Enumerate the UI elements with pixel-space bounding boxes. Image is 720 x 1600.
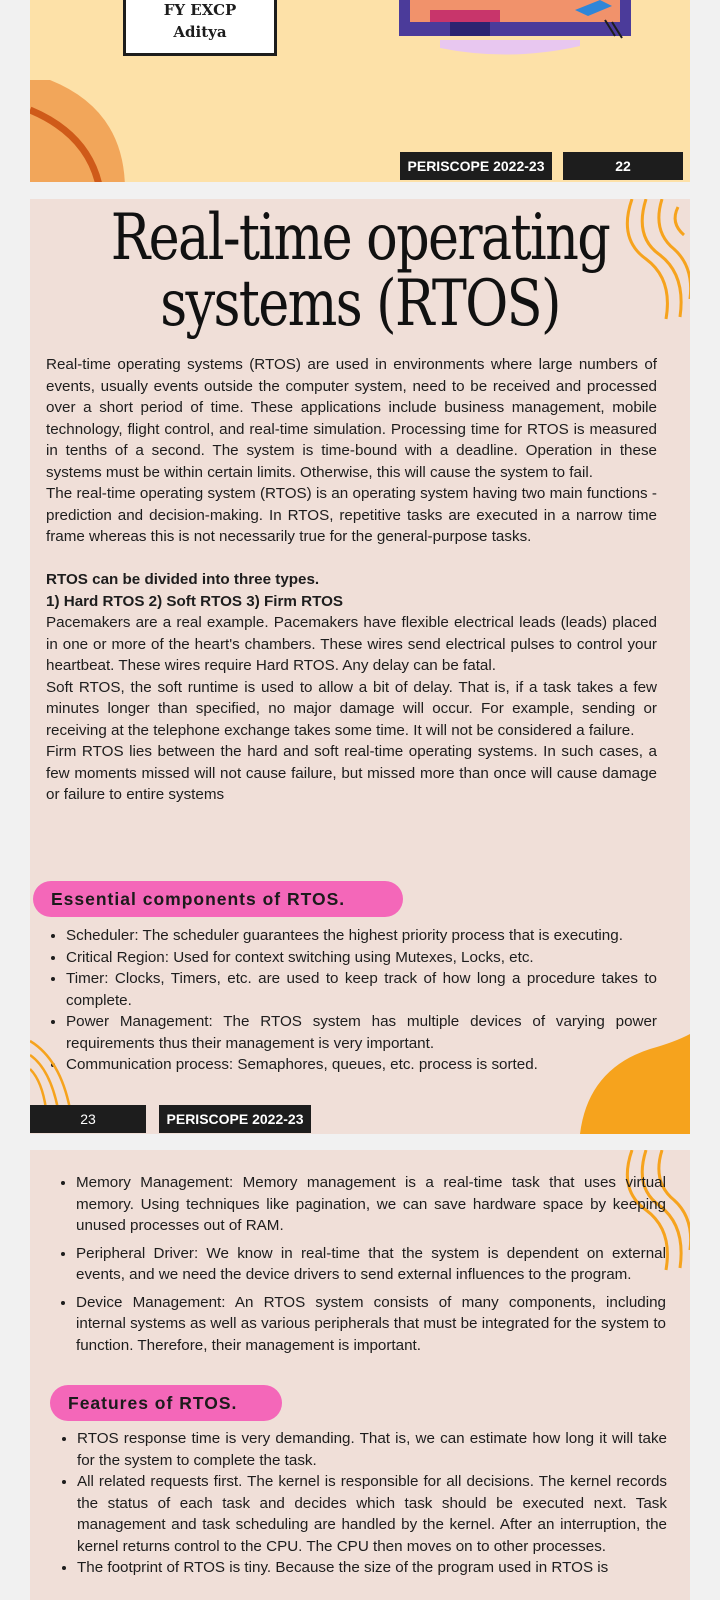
title-line-1: Real-time operating bbox=[110, 201, 610, 275]
article-title bbox=[89, 201, 630, 341]
article-body bbox=[46, 354, 657, 806]
page-number: 22 bbox=[563, 152, 683, 180]
list-item: • The footprint of RTOS is tiny. Because the size of the program used in RTOS is bbox=[77, 1557, 667, 1579]
types-heading: RTOS can be divided into three types. bbox=[46, 571, 320, 588]
bottom-left-lines-decoration bbox=[30, 1029, 90, 1109]
firm-rtos-paragraph: Firm RTOS lies between the hard and soft real-time operating systems. In such cases, a few moments missed will not cause failure, but missed more than once will cause damage or failure to entire systems bbox=[46, 743, 657, 803]
magazine-page-22 bbox=[30, 0, 690, 182]
author-box bbox=[123, 0, 277, 56]
components-heading: Essential components of RTOS. bbox=[33, 881, 403, 917]
types-list: 1) Hard RTOS 2) Soft RTOS 3) Firm RTOS bbox=[46, 592, 344, 610]
list-item: • Critical Region: Used for context switching using Mutexes, Locks, etc. bbox=[66, 947, 657, 969]
list-item: • Device Management: An RTOS system consists of many components, including internal systems as well as various peripherals that must be integrated for the system to function. Therefore, their management is important. bbox=[76, 1292, 666, 1357]
components-list bbox=[46, 925, 657, 1076]
hard-rtos-paragraph: Pacemakers are a real example. Pacemakers have flexible electrical leads (leads) placed in one or more of the heart's chambers. These wires send electrical pulses to control your heartbeat. These wires require Hard RTOS. Any delay can be fatal. bbox=[46, 614, 657, 674]
intro-paragraph-1: Real-time operating systems (RTOS) are used in environments where large numbers of events, usually events outside the computer system, need to be received and processed over a short period of time. These applications include business management, mobile technology, flight control, and real-time simulation. Processing time for RTOS is measured in tenths of a second. The system is time-bound with a deadline. Operation in these systems must be within certain limits. Otherwise, this will cause the system to fail. bbox=[46, 356, 657, 481]
page-number: 23 bbox=[30, 1105, 146, 1133]
list-item: • Scheduler: The scheduler guarantees the highest priority process that is executing. bbox=[66, 925, 657, 947]
author-class: FY EXCP bbox=[163, 1, 237, 19]
list-item: • Peripheral Driver: We know in real-time that the system is dependent on external events, and we need the device drivers to send external influences to the program. bbox=[76, 1243, 666, 1286]
intro-paragraph-2: The real-time operating system (RTOS) is an operating system having two main functions - prediction and decision-making. In RTOS, repetitive tasks are executed in a narrow time frame whereas this is not necessarily true for the general-purpose tasks. bbox=[46, 485, 657, 545]
list-item: • Memory Management: Memory management is a real-time task that uses virtual memory. Using techniques like pagination, we can save hardware space by keeping unused processes out of RAM. bbox=[76, 1172, 666, 1237]
magazine-page-24 bbox=[30, 1150, 690, 1600]
list-item: • Power Management: The RTOS system has multiple devices of varying power requirements thus their management is very important. bbox=[66, 1011, 657, 1054]
components-list-continued bbox=[56, 1172, 666, 1356]
list-item: • Communication process: Semaphores, queues, etc. process is sorted. bbox=[66, 1054, 657, 1076]
author-name: Aditya bbox=[173, 23, 227, 41]
features-list bbox=[57, 1428, 667, 1579]
orange-blob-decoration bbox=[580, 1034, 690, 1134]
magazine-page-23 bbox=[30, 199, 690, 1134]
list-item: • RTOS response time is very demanding. That is, we can estimate how long it will take for the system to complete the task. bbox=[77, 1428, 667, 1471]
page-footer-label: PERISCOPE 2022-23 bbox=[400, 152, 552, 180]
list-item: • Timer: Clocks, Timers, etc. are used to keep track of how long a procedure takes to complete. bbox=[66, 968, 657, 1011]
features-heading: Features of RTOS. bbox=[50, 1385, 282, 1421]
soft-rtos-paragraph: Soft RTOS, the soft runtime is used to allow a bit of delay. That is, if a task takes a few minutes longer than specified, no major damage will occur. For example, sending or receiving at the telephone exchange takes some time. It will not be considered a failure. bbox=[46, 678, 657, 739]
page-footer-label: PERISCOPE 2022-23 bbox=[159, 1105, 311, 1133]
computer-illustration bbox=[390, 0, 650, 60]
list-item: • All related requests first. The kernel is responsible for all decisions. The kernel records the status of each task and decides which task should be executed next. Task management and task scheduling are handled by the kernel. After an interruption, the kernel returns control to the CPU. The CPU then moves on to other processes. bbox=[77, 1471, 667, 1557]
corner-decoration bbox=[30, 80, 140, 182]
title-line-2: systems (RTOS) bbox=[160, 267, 560, 341]
